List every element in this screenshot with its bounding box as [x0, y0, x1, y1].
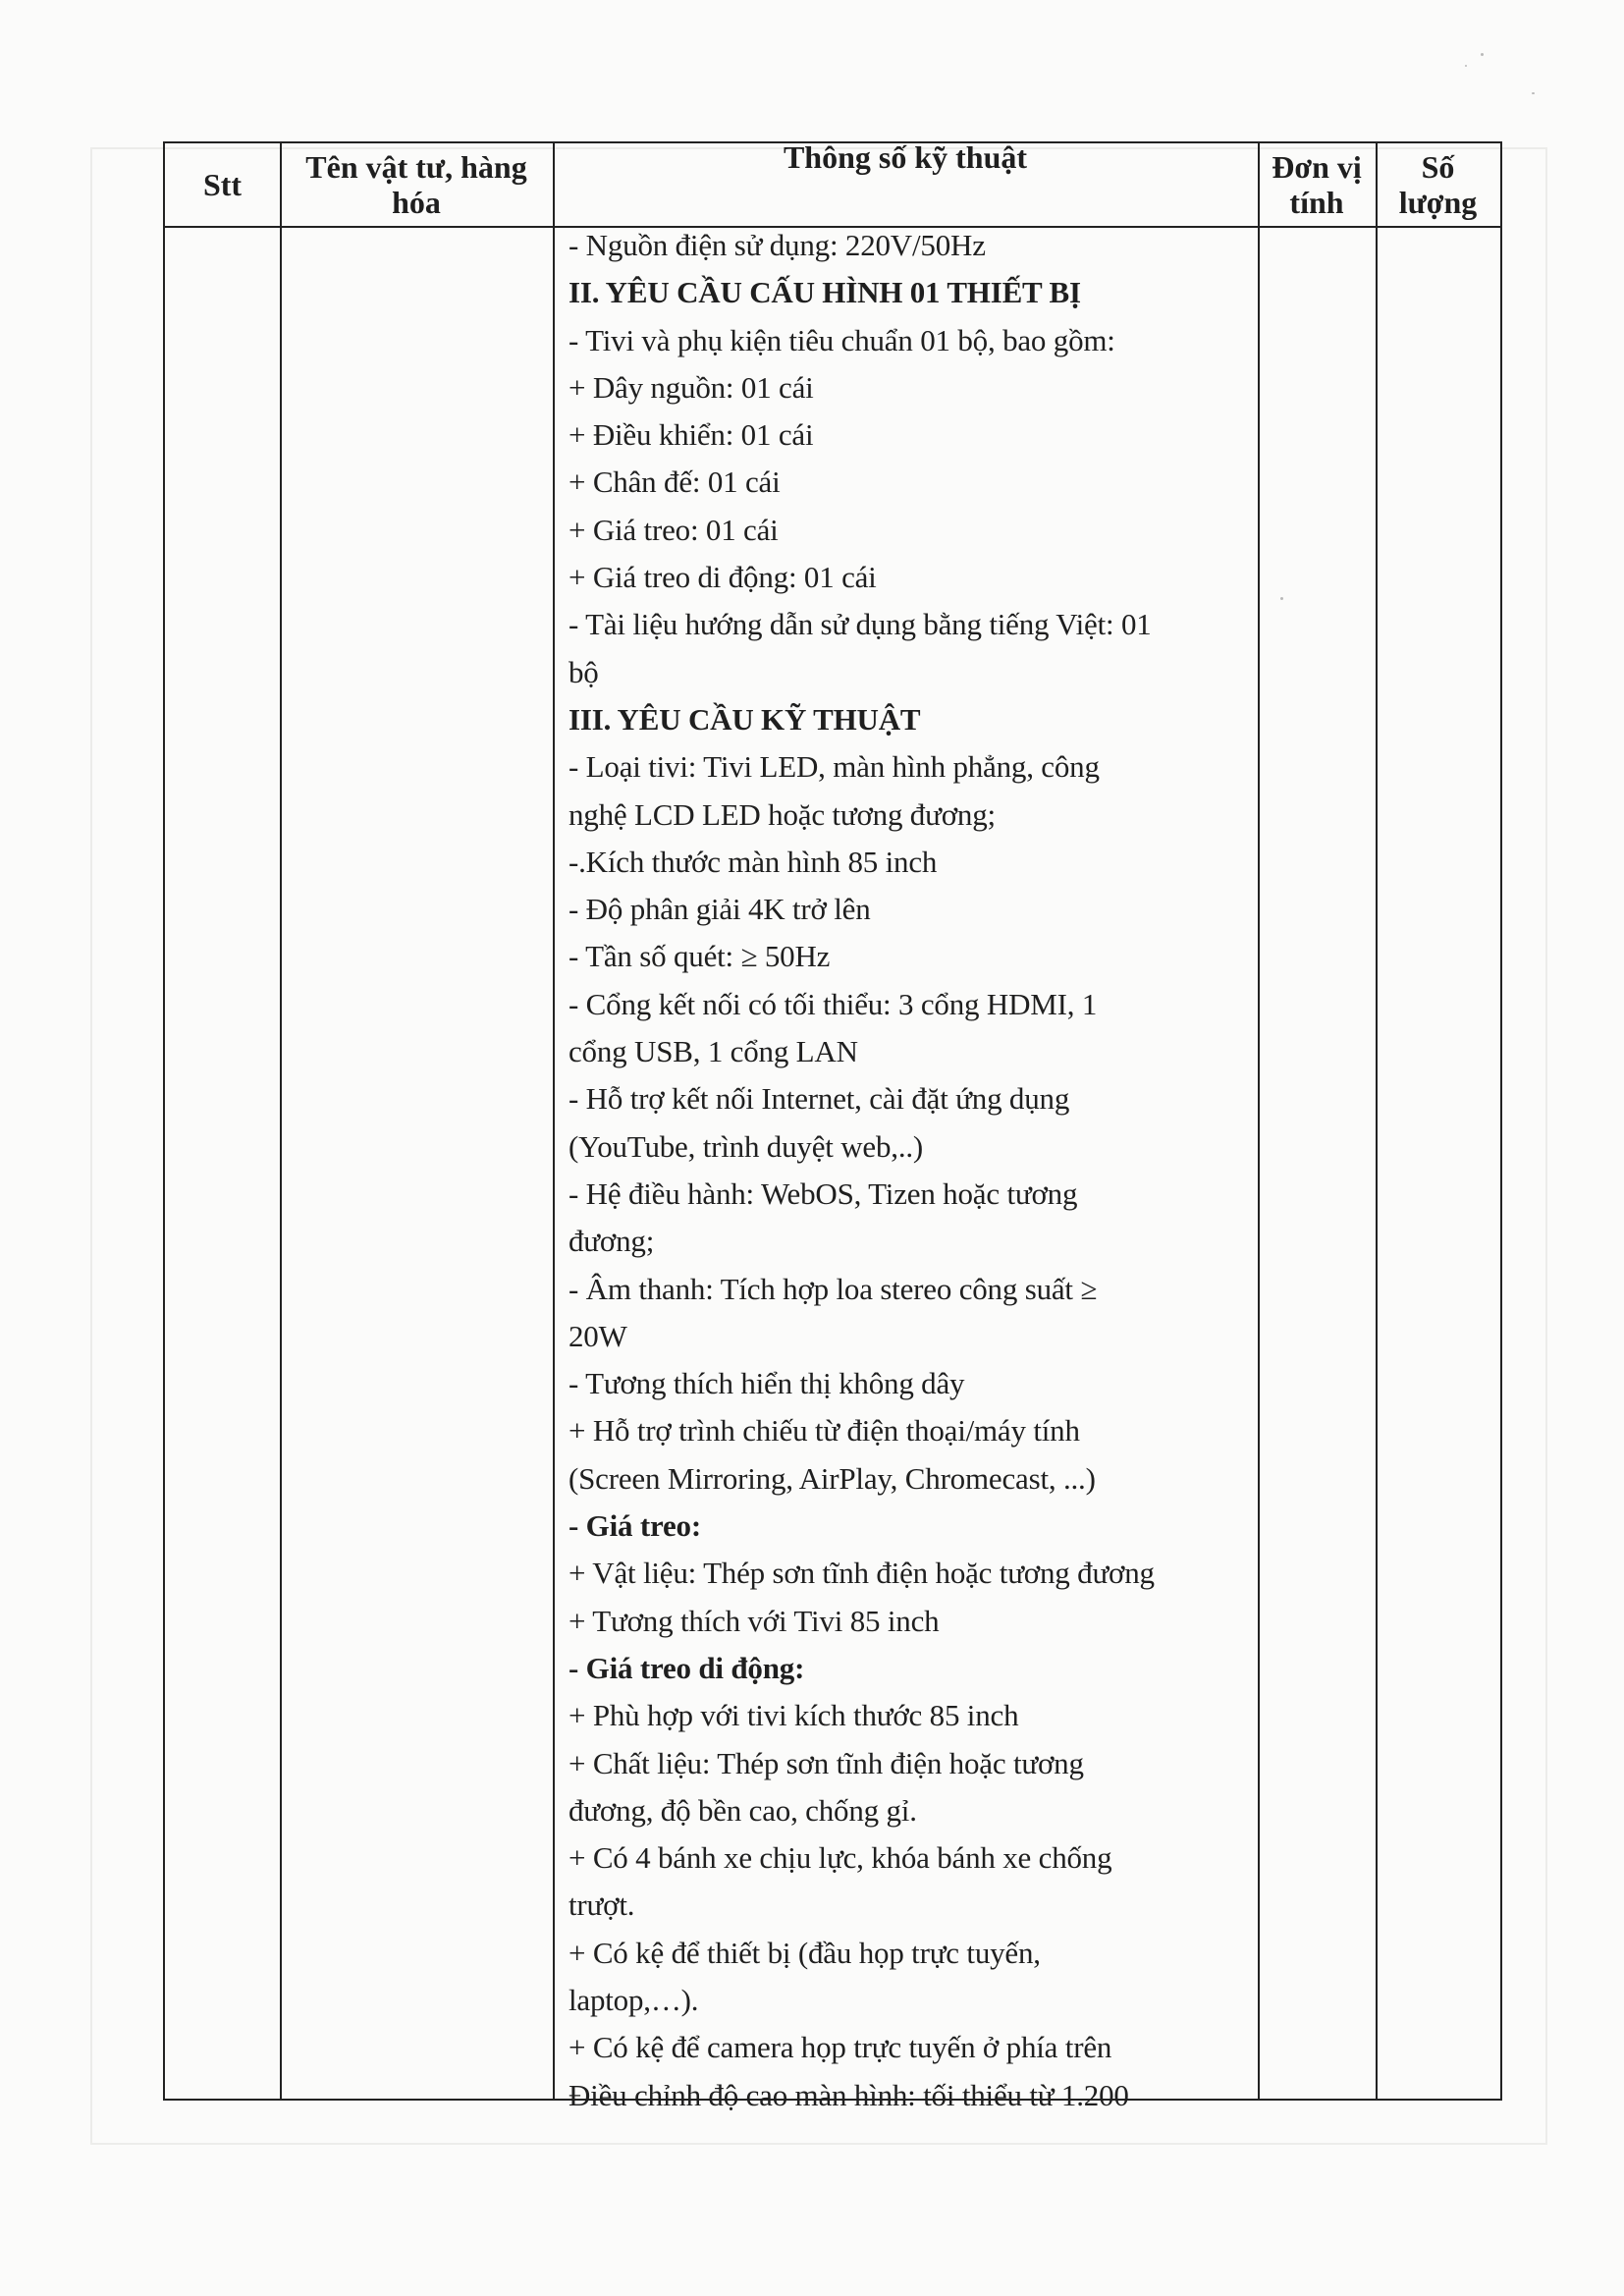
- spec-line: + Tương thích với Tivi 85 inch: [568, 1603, 940, 1638]
- spec-subheading: - Giá treo:: [568, 1508, 701, 1544]
- column-divider: [1376, 143, 1378, 2099]
- spec-line: + Có kệ để camera họp trực tuyến ở phía trên: [568, 2030, 1112, 2065]
- specs-cell: [568, 222, 1256, 2119]
- header-unit-label: Đơn vị tính: [1272, 149, 1362, 220]
- header-quantity-label: Số lượng: [1398, 149, 1478, 220]
- header-specs: [553, 139, 1258, 222]
- column-divider: [1258, 143, 1260, 2099]
- spec-line: 20W: [568, 1318, 627, 1353]
- spec-line: bộ: [568, 654, 599, 689]
- spec-line: - Độ phân giải 4K trở lên: [568, 892, 871, 927]
- spec-line: + Có 4 bánh xe chịu lực, khóa bánh xe chống: [568, 1840, 1112, 1876]
- spec-line: - Tương thích hiển thị không dây: [568, 1366, 965, 1401]
- scan-speck: [1481, 53, 1484, 56]
- header-unit: [1258, 143, 1376, 226]
- spec-section-heading: II. YÊU CẦU CẤU HÌNH 01 THIẾT BỊ: [568, 275, 1081, 310]
- spec-line: trượt.: [568, 1887, 635, 1923]
- scan-speck: [1465, 65, 1467, 67]
- spec-subheading: - Giá treo di động:: [568, 1650, 805, 1685]
- spec-line: nghệ LCD LED hoặc tương đương;: [568, 796, 996, 832]
- spec-line: - Âm thanh: Tích hợp loa stereo công suất ≥: [568, 1271, 1098, 1306]
- spec-line: đương, độ bền cao, chống gỉ.: [568, 1792, 917, 1828]
- header-quantity: [1376, 143, 1500, 226]
- spec-line: (YouTube, trình duyệt web,..): [568, 1128, 924, 1164]
- header-item-name: [280, 143, 553, 226]
- spec-line: + Phù hợp với tivi kích thước 85 inch: [568, 1698, 1019, 1733]
- spec-line: Điều chỉnh độ cao màn hình: tối thiểu từ 1.200: [568, 2077, 1129, 2112]
- spec-line: cổng USB, 1 cổng LAN: [568, 1034, 858, 1069]
- spec-line: - Hỗ trợ kết nối Internet, cài đặt ứng dụng: [568, 1081, 1070, 1117]
- spec-line: + Điều khiển: 01 cái: [568, 417, 814, 453]
- spec-line: + Có kệ để thiết bị (đầu họp trực tuyến,: [568, 1935, 1041, 1970]
- column-divider: [280, 143, 282, 2099]
- spec-line: - Tivi và phụ kiện tiêu chuẩn 01 bộ, bao gồm:: [568, 322, 1115, 357]
- spec-section-heading: III. YÊU CẦU KỸ THUẬT: [568, 701, 921, 737]
- spec-line: - Tài liệu hướng dẫn sử dụng bằng tiếng Việt: 01: [568, 607, 1152, 642]
- header-item-name-label: Tên vật tư, hàng hóa: [305, 149, 527, 220]
- spec-table: [163, 139, 1502, 2112]
- column-divider: [553, 143, 555, 2099]
- spec-line: + Chân đế: 01 cái: [568, 465, 781, 500]
- spec-line: + Dây nguồn: 01 cái: [568, 369, 814, 405]
- spec-line: + Vật liệu: Thép sơn tĩnh điện hoặc tương đương: [568, 1556, 1155, 1591]
- spec-line: laptop,…).: [568, 1982, 699, 2017]
- spec-line: - Hệ điều hành: WebOS, Tizen hoặc tương: [568, 1175, 1078, 1211]
- spec-line: (Screen Mirroring, AirPlay, Chromecast, ...): [568, 1460, 1096, 1496]
- spec-line: + Chất liệu: Thép sơn tĩnh điện hoặc tương: [568, 1745, 1084, 1780]
- spec-line: - Nguồn điện sử dụng: 220V/50Hz: [568, 228, 986, 262]
- spec-line: + Hỗ trợ trình chiếu từ điện thoại/máy tính: [568, 1413, 1080, 1449]
- scan-speck: [1532, 92, 1535, 94]
- header-specs-label: Thông số kỹ thuật: [783, 139, 1028, 175]
- header-stt: [165, 143, 280, 226]
- spec-line: - Cổng kết nối có tối thiểu: 3 cổng HDMI, 1: [568, 986, 1098, 1021]
- spec-line: - Loại tivi: Tivi LED, màn hình phẳng, công: [568, 749, 1100, 785]
- spec-line: -.Kích thước màn hình 85 inch: [568, 844, 938, 879]
- spec-line: + Giá treo: 01 cái: [568, 512, 779, 547]
- spec-line: đương;: [568, 1224, 655, 1259]
- spec-line: + Giá treo di động: 01 cái: [568, 560, 877, 595]
- spec-line: - Tần số quét: ≥ 50Hz: [568, 939, 831, 974]
- header-stt-label: Stt: [202, 167, 243, 202]
